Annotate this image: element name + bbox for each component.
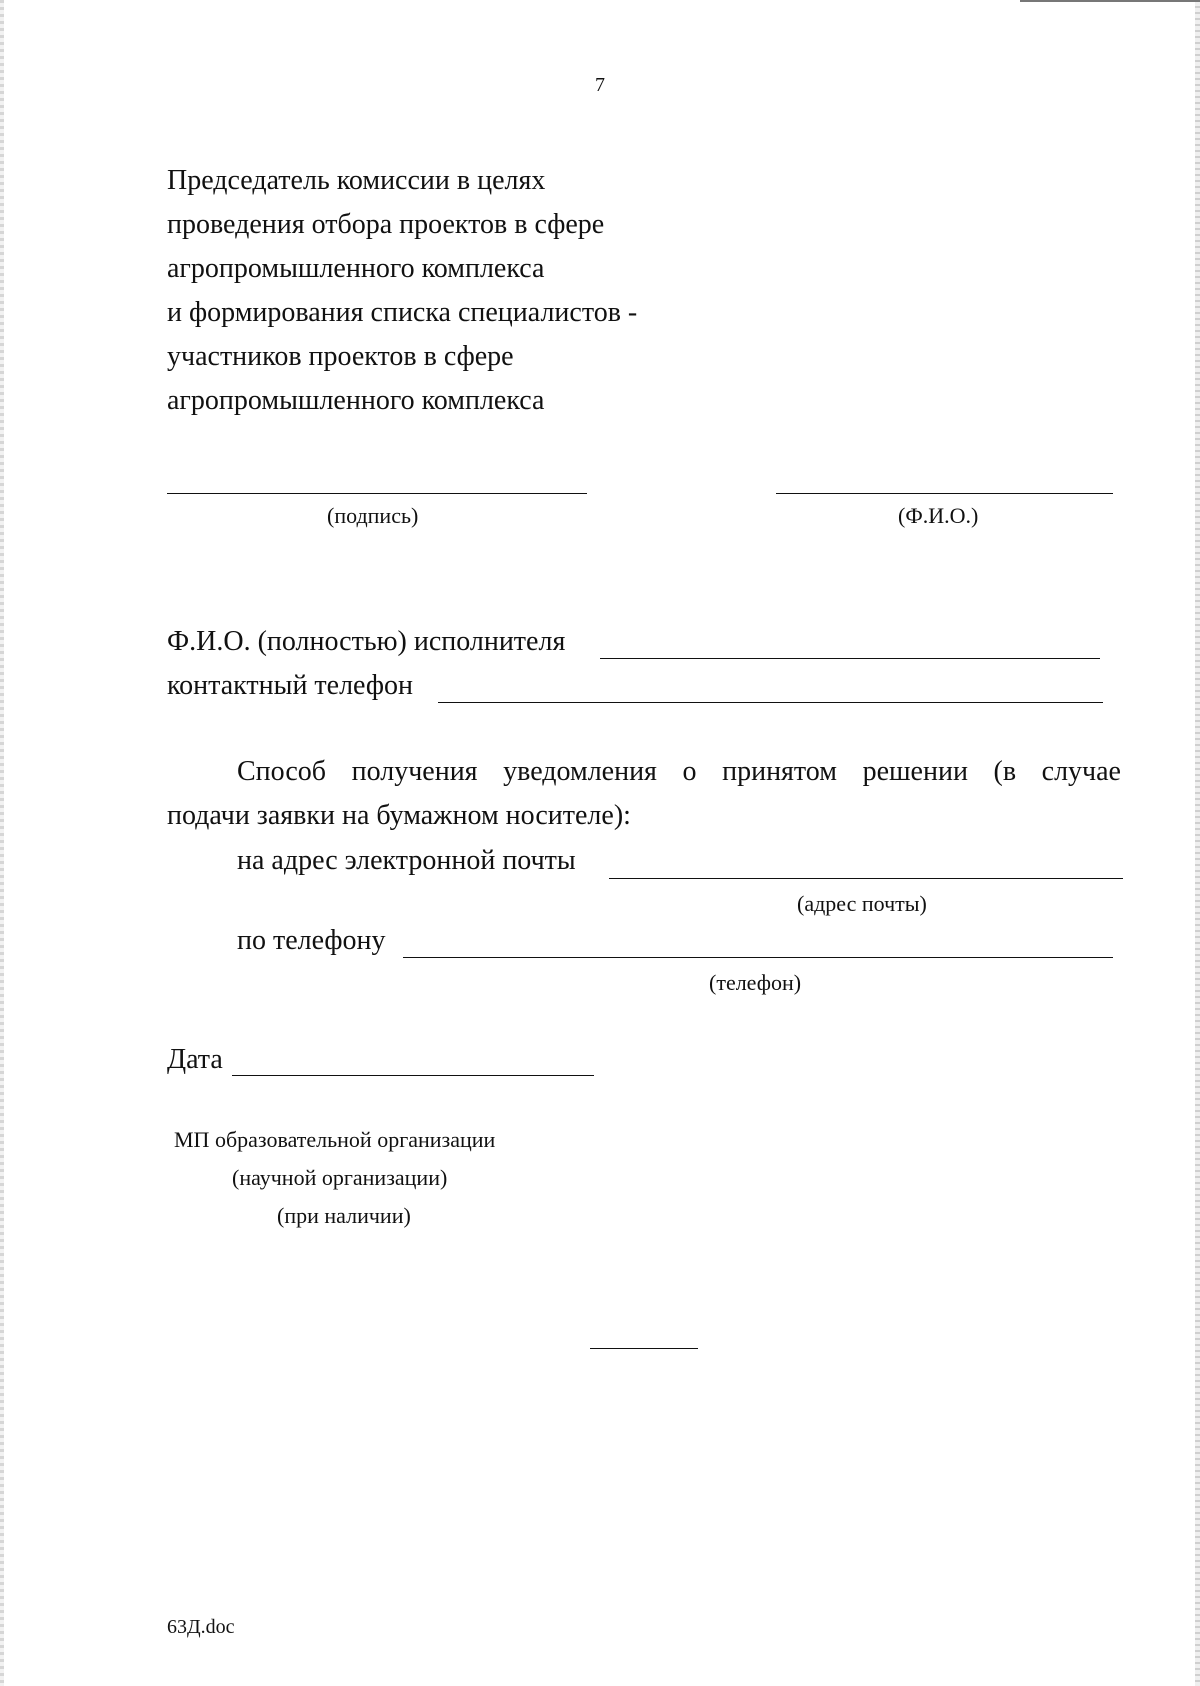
email-caption: (адрес почты): [797, 891, 927, 916]
chair-title-line: участников проектов в сфере: [167, 341, 514, 372]
name-caption: (Ф.И.О.): [898, 503, 979, 528]
page-number: 7: [595, 74, 605, 96]
notification-word: уведомления: [503, 756, 657, 787]
chair-title-line: проведения отбора проектов в сфере: [167, 209, 605, 240]
stamp-line-2: (научной организации): [232, 1165, 448, 1190]
chair-title-line: и формирования списка специалистов -: [167, 297, 638, 328]
contact-phone-line[interactable]: [438, 702, 1103, 703]
notification-word: принятом: [722, 756, 837, 787]
stamp-line-3: (при наличии): [277, 1203, 411, 1228]
chair-title-line: Председатель комиссии в целях: [167, 165, 546, 196]
notify-phone-line[interactable]: [403, 957, 1113, 958]
phone-caption: (телефон): [709, 970, 802, 995]
signature-caption: (подпись): [327, 503, 419, 528]
notification-word: случае: [1041, 756, 1121, 787]
notification-word: получения: [351, 756, 478, 787]
notification-word: о: [682, 756, 697, 787]
date-line[interactable]: [232, 1075, 594, 1076]
chair-title-line: агропромышленного комплекса: [167, 253, 545, 284]
end-separator: [590, 1348, 698, 1349]
stamp-line-1: МП образовательной организации: [174, 1127, 496, 1152]
footer-filename: 63Д.doc: [167, 1616, 235, 1638]
scan-edge-right: [1195, 0, 1200, 1686]
date-label: Дата: [167, 1044, 223, 1075]
notification-word: решении: [862, 756, 968, 787]
scan-edge-left: [0, 0, 4, 1686]
signature-line[interactable]: [167, 493, 587, 494]
contact-phone-label: контактный телефон: [167, 670, 413, 701]
email-label: на адрес электронной почты: [237, 845, 576, 876]
email-line[interactable]: [609, 878, 1123, 879]
chair-title-line: агропромышленного комплекса: [167, 385, 545, 416]
name-line[interactable]: [776, 493, 1113, 494]
scan-top-rule: [1020, 0, 1200, 2]
notification-word: Способ: [237, 756, 327, 787]
chair-title-block: [167, 159, 637, 423]
notification-word: (в: [993, 756, 1017, 787]
notify-phone-label: по телефону: [237, 925, 386, 956]
executor-name-line[interactable]: [600, 658, 1100, 659]
notification-intro-line2: подачи заявки на бумажном носителе):: [167, 800, 631, 831]
notification-intro-line1: [237, 756, 1121, 788]
executor-name-label: Ф.И.О. (полностью) исполнителя: [167, 626, 566, 657]
